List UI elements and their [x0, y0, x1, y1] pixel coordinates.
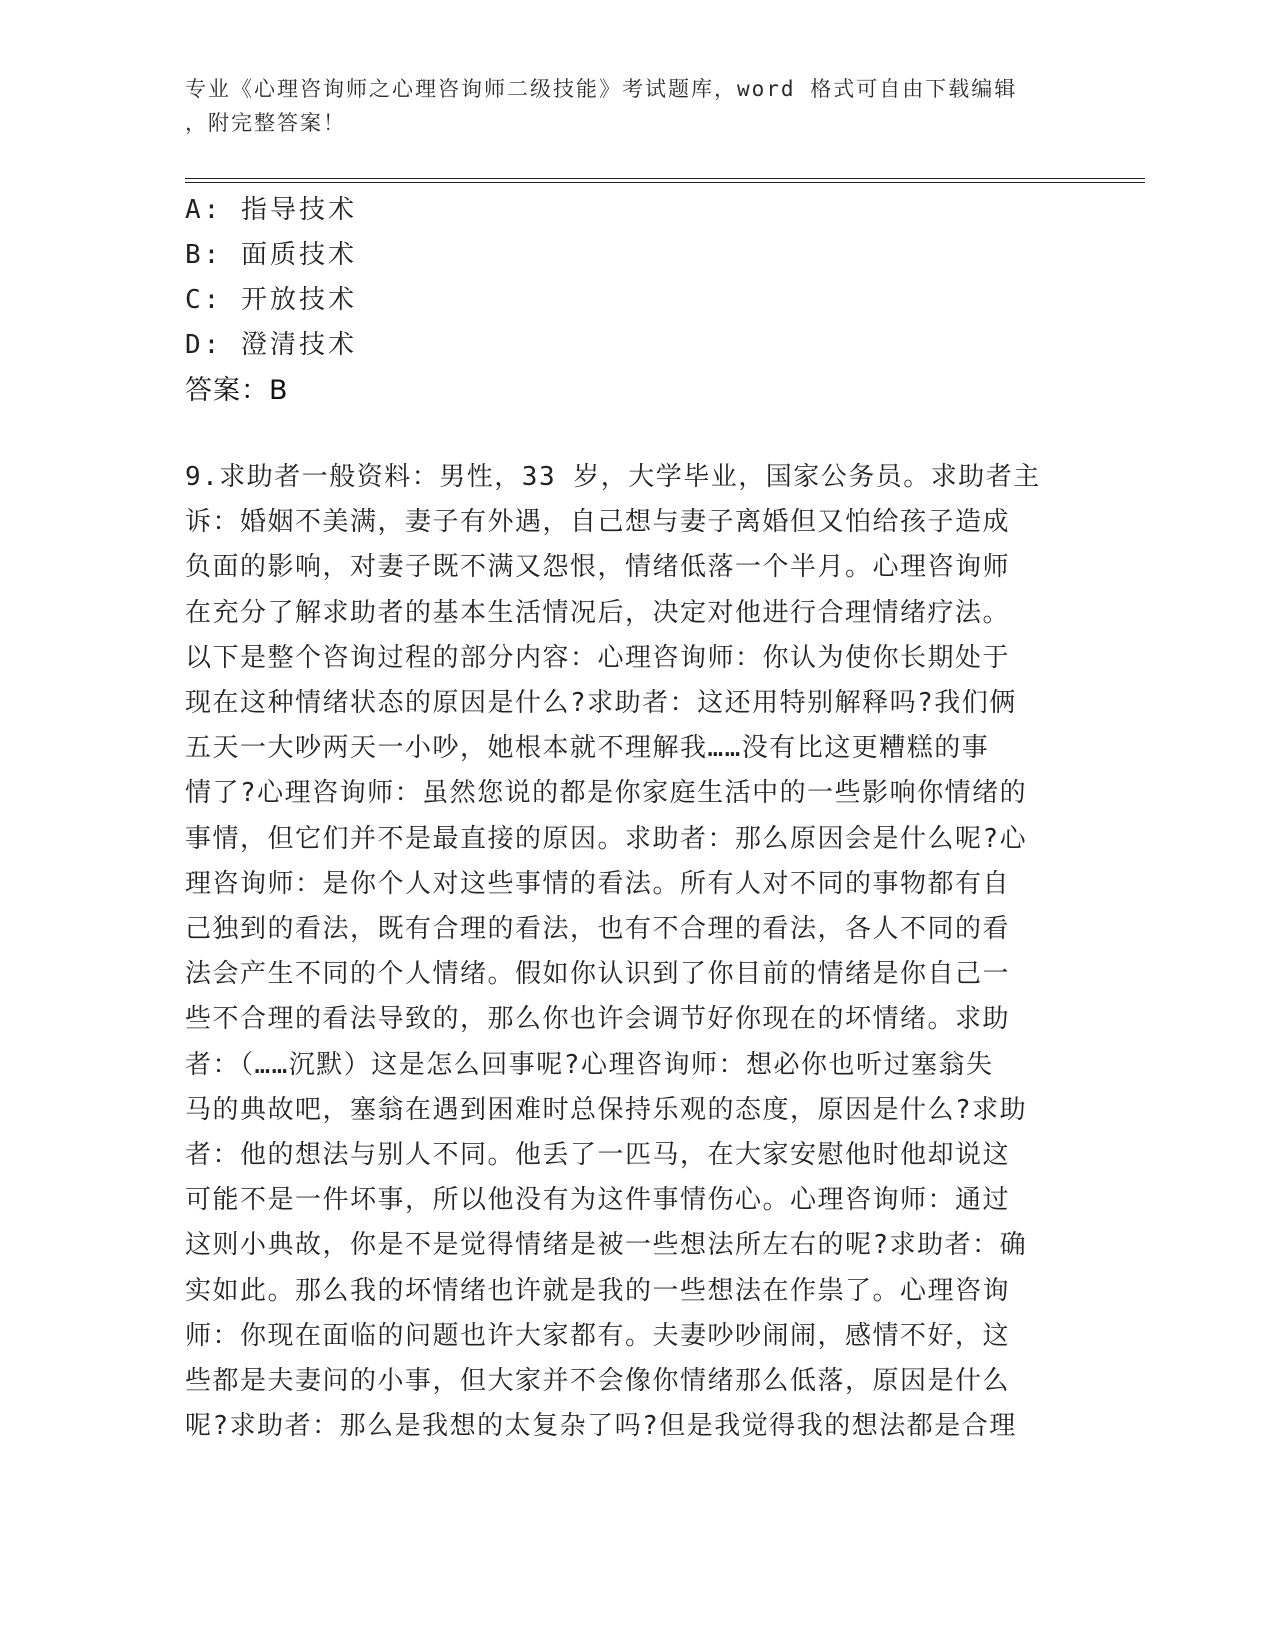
- header-line: ，附完整答案！: [185, 111, 346, 135]
- question-text-line: 法会产生不同的个人情绪。假如你认识到了你目前的情绪是你自己一: [185, 959, 1011, 990]
- question-text-line: 可能不是一件坏事，所以他没有为这件事情伤心。心理咨询师：通过: [185, 1185, 1011, 1216]
- question-text-line: 五天一大吵两天一小吵，她根本就不理解我……没有比这更糟糕的事: [185, 733, 990, 764]
- question-text-line: 现在这种情绪状态的原因是什么?求助者：这还用特别解释吗?我们俩: [185, 688, 1017, 719]
- question-text-line: 情了?心理咨询师：虽然您说的都是你家庭生活中的一些影响你情绪的: [185, 778, 1028, 809]
- question-text-line: 师：你现在面临的问题也许大家都有。夫妻吵吵闹闹，感情不好，这: [185, 1320, 1011, 1351]
- question-text-line: 些都是夫妻问的小事，但大家并不会像你情绪那么低落，原因是什么: [185, 1366, 1011, 1397]
- question-text-line: 呢?求助者：那么是我想的太复杂了吗?但是我觉得我的想法都是合理: [185, 1411, 1017, 1442]
- question-text-line: 实如此。那么我的坏情绪也许就是我的一些想法在作祟了。心理咨询: [185, 1275, 1011, 1306]
- option-c: C: 开放技术: [185, 285, 357, 315]
- question-text-line: 在充分了解求助者的基本生活情况后，决定对他进行合理情绪疗法。: [185, 597, 1011, 628]
- header-divider: [185, 178, 1145, 183]
- question-9: [185, 455, 1065, 1449]
- page-header: [185, 72, 1065, 140]
- question-text-line: 事情，但它们并不是最直接的原因。求助者：那么原因会是什么呢?心: [185, 823, 1028, 854]
- question-text-line: 些不合理的看法导致的，那么你也许会调节好你现在的坏情绪。求助: [185, 1004, 1011, 1035]
- option-a: A: 指导技术: [185, 195, 357, 225]
- header-line: 专业《心理咨询师之心理咨询师二级技能》考试题库，word 格式可自由下载编辑: [185, 77, 1018, 101]
- question-text-line: 马的典故吧，塞翁在遇到困难时总保持乐观的态度，原因是什么?求助: [185, 1094, 1028, 1125]
- option-d: D: 澄清技术: [185, 330, 357, 360]
- question-text-line: 这则小典故，你是不是觉得情绪是被一些想法所左右的呢?求助者：确: [185, 1230, 1028, 1261]
- question-text-line: 理咨询师：是你个人对这些事情的看法。所有人对不同的事物都有自: [185, 868, 1011, 899]
- question-text-line: 以下是整个咨询过程的部分内容：心理咨询师：你认为使你长期处于: [185, 642, 1011, 673]
- question-text-line: 诉：婚姻不美满，妻子有外遇，自己想与妻子离婚但又怕给孩子造成: [185, 507, 1011, 538]
- previous-question-options: [185, 188, 885, 413]
- question-text-line: 者：（……沉默）这是怎么回事呢?心理咨询师：想必你也听过塞翁失: [185, 1049, 994, 1080]
- question-text-line: 己独到的看法，既有合理的看法，也有不合理的看法，各人不同的看: [185, 914, 1011, 945]
- answer-line: 答案：B: [185, 375, 289, 406]
- question-text-line: 者：他的想法与别人不同。他丢了一匹马，在大家安慰他时他却说这: [185, 1140, 1011, 1171]
- question-text-line: 9.求助者一般资料：男性，33 岁，大学毕业，国家公务员。求助者主: [185, 462, 1041, 492]
- question-text-line: 负面的影响，对妻子既不满又怨恨，情绪低落一个半月。心理咨询师: [185, 552, 1011, 583]
- option-b: B: 面质技术: [185, 240, 357, 270]
